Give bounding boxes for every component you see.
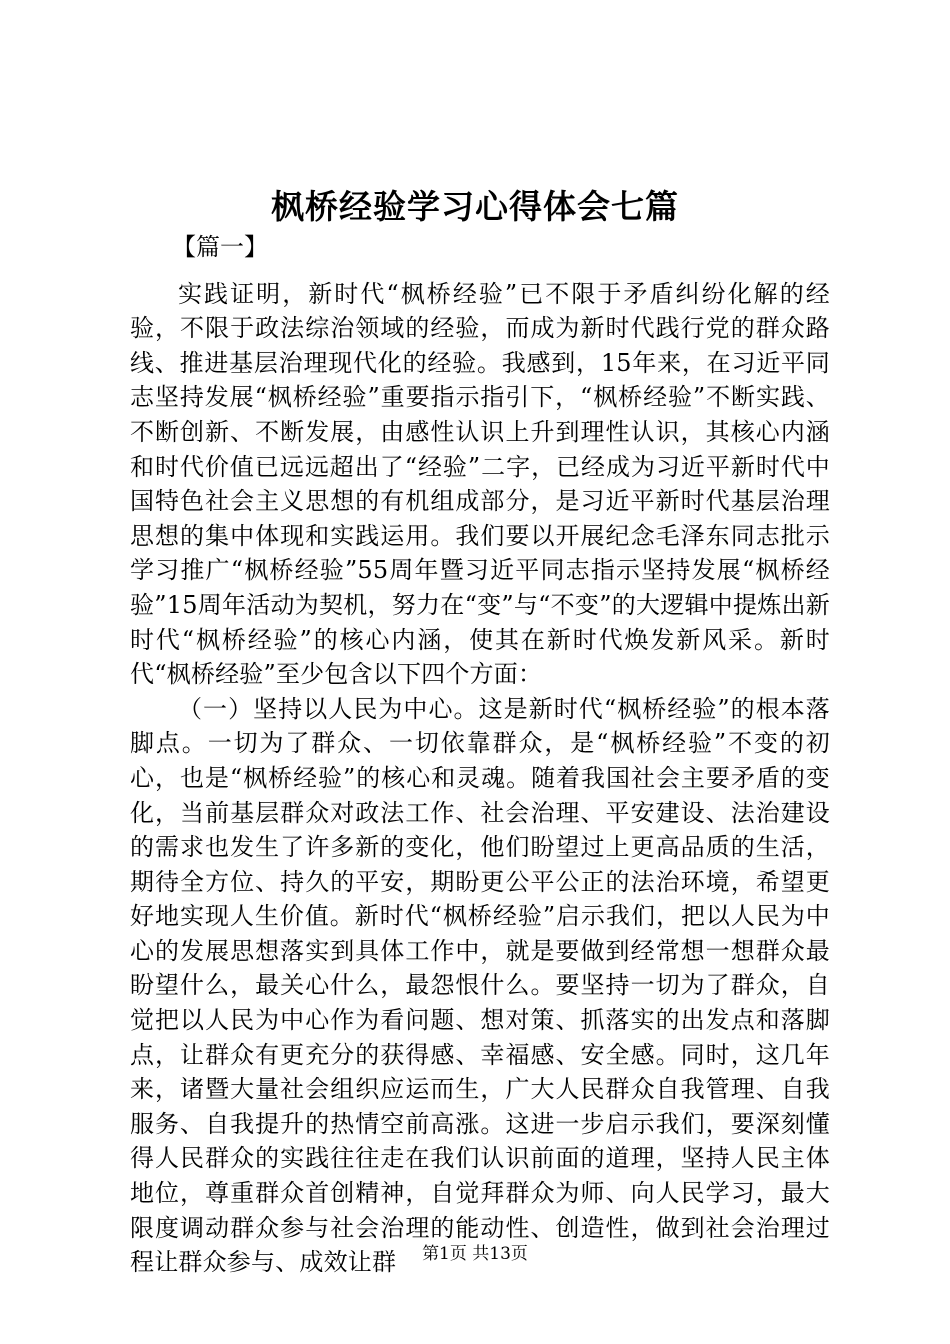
- document-title: 枫桥经验学习心得体会七篇: [271, 187, 679, 226]
- section-label: 【篇一】: [172, 233, 268, 261]
- paragraph-point-one: （一）坚持以人民为中心。这是新时代“枫桥经验”的根本落脚点。一切为了群众、一切依靠群众，是“枫桥经验”不变的初心，也是“枫桥经验”的核心和灵魂。随着我国社会主要矛盾的变化，当前基层群众对政法工作、社会治理、平安建设、法治建设的需求也发生了许多新的变化，他们盼望过上更高品质的生活，期待全方位、持久的平安，期盼更公平公正的法治环境，希望更好地实现人生价值。新时代“枫桥经验”启示我们，把以人民为中心的发展思想落实到具体工作中，就是要做到经常想一想群众最盼望什么，最关心什么，最怨恨什么。要坚持一切为了群众，自觉把以人民为中心作为看问题、想对策、抓落实的出发点和落脚点，让群众有更充分的获得感、幸福感、安全感。同时，这几年来，诸暨大量社会组织应运而生，广大人民群众自我管理、自我服务、自我提升的热情空前高涨。这进一步启示我们，要深刻懂得人民群众的实践往往走在我们认识前面的道理，坚持人民主体地位，尊重群众首创精神，自觉拜群众为师、向人民学习，最大限度调动群众参与社会治理的能动性、创造性，做到社会治理过程让群众参与、成效让群: [130, 694, 830, 1277]
- paragraph-intro: 实践证明，新时代“枫桥经验”已不限于矛盾纠纷化解的经验，不限于政法综治领域的经验，而成为新时代践行党的群众路线、推进基层治理现代化的经验。我感到，15年来，在习近平同志坚持发展“枫桥经验”重要指示指引下，“枫桥经验”不断实践、不断创新、不断发展，由感性认识上升到理性认识，其核心内涵和时代价值已远远超出了“经验”二字，已经成为习近平新时代中国特色社会主义思想的有机组成部分，是习近平新时代基层治理思想的集中体现和实践运用。我们要以开展纪念毛泽东同志批示学习推广“枫桥经验”55周年暨习近平同志指示坚持发展“枫桥经验”15周年活动为契机，努力在“变”与“不变”的大逻辑中提炼出新时代“枫桥经验”的核心内涵，使其在新时代焕发新风采。新时代“枫桥经验”至少包含以下四个方面：: [130, 279, 830, 689]
- page-number: 第1页 共13页: [422, 1244, 528, 1264]
- document-body: [130, 242, 830, 1280]
